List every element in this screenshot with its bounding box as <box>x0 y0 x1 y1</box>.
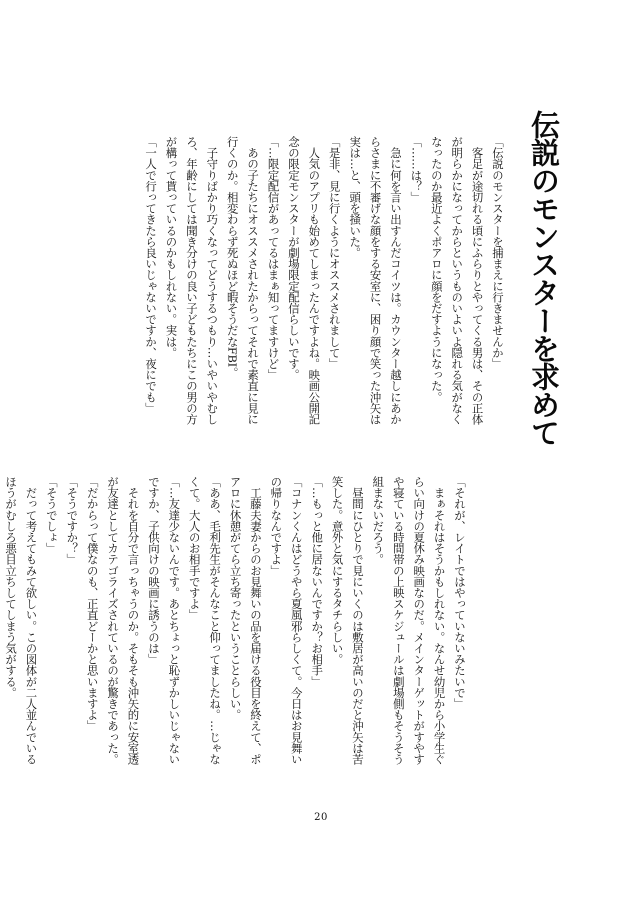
text-line: 「そうですか？」 <box>65 476 80 565</box>
upper-text-block <box>140 136 508 425</box>
chapter-title: 伝説のモンスターを求めて <box>527 110 561 446</box>
text-line: あの子たちにオススメされたからってそれで素直に見に <box>246 136 261 425</box>
text-line: アロに休憩がてら立ち寄ったということらしい。 <box>228 476 243 721</box>
text-line: 子守りばかり巧くなってどうするつもり…いやいやむし <box>205 136 220 425</box>
lower-text-block <box>4 476 470 786</box>
text-line: まぁそれはそうかもしれない。なんせ幼児から小学生ぐ <box>432 476 447 765</box>
text-line: 「……は？」 <box>409 136 424 203</box>
text-line: 念の限定モンスターが劇場限定配信らしいです。 <box>286 136 301 381</box>
text-line: 「だからって僕なのも、正直どーかと思いますよ」 <box>85 476 100 732</box>
text-line: 実は…と、頭を掻いた。 <box>348 136 363 259</box>
text-line: 「それが、レイトではやっていないみたいで」 <box>453 476 467 710</box>
text-line: 笑した。意外と気にするタチらしい。 <box>330 476 345 665</box>
text-line: 客足が途切れる頃にふらりとやってくる男は、その正体 <box>470 136 485 425</box>
text-line: 「…友達少ないんです。あとちょっと恥ずかしいじゃない <box>167 476 182 765</box>
text-line: らさまに不審げな顔をする安室に、困り顔で笑った沖矢は <box>368 136 383 425</box>
text-line: 組まないだろう。 <box>371 476 386 565</box>
page-number: 20 <box>314 812 328 823</box>
text-line: や寝ている時間帯の上映スケジュールは劇場側もそうそう <box>391 476 406 765</box>
text-line: 「是非、見に行くようにオススメされまして」 <box>327 136 342 370</box>
text-line: 昼間にひとりで見にいくのは敷居が高いのだと沖矢は苦 <box>350 476 365 765</box>
text-line: なったのか最近よくポアロに顔をだすようになった。 <box>429 136 444 403</box>
text-line: 人気のアプリも始めてしまったんですよね。映画公開記 <box>307 136 322 425</box>
text-line: 行くのか。相変わらず死ぬほど暇そうだなFBI。 <box>225 136 240 378</box>
text-line: だって考えてもみて欲しい。この図体が二人並んでいる <box>24 476 39 765</box>
text-line: 「一人で行ってきたら良いじゃないですか、夜にでも」 <box>144 136 159 414</box>
text-line: 急に何を言い出すんだコイツは。カウンター越しにあか <box>388 136 403 425</box>
text-line: 「そうでしょ」 <box>44 476 59 554</box>
text-line: が友達としてカテゴライズされているのが驚きであった。 <box>106 476 121 765</box>
text-line: 「…限定配信があってるはまぁ知ってますけど」 <box>266 136 281 381</box>
text-line: が構って貰っているのかもしれない。実は。 <box>164 136 179 359</box>
text-line: ろ、年齢にしては聞き分けの良い子どもたちにこの男の方 <box>184 136 199 425</box>
text-line: 「…もっと他に居ないんですか？お相手」 <box>310 476 325 687</box>
text-line: 「伝説のモンスターを捕まえに行きませんか」 <box>491 136 505 370</box>
text-line: ほうがむしろ悪目立ちしてしまう気がする。 <box>4 476 19 699</box>
text-line: それを自分で言っちゃうのか。そもそも沖矢的に安室透 <box>126 476 141 765</box>
text-line: 工藤夫妻からのお見舞いの品を届ける役目を終えて、ポ <box>248 476 263 765</box>
text-line: らい向けの夏休み映画なのだ。メインターゲットがすやす <box>412 476 427 765</box>
text-line: が明らかになってからというものいよいよ隠れる気がなく <box>450 136 465 425</box>
text-line: 「コナンくんはどうやら夏風邪らしくて。今日はお見舞い <box>289 476 304 765</box>
text-line: 「ああ、毛利先生がそんなこと仰ってましたね。…じゃな <box>208 476 223 765</box>
text-line: の帰りなんですよ」 <box>269 476 284 576</box>
text-line: くて。大人のお相手ですよ」 <box>187 476 202 621</box>
text-line: ですか、子供向けの映画に誘うのは」 <box>146 476 161 665</box>
